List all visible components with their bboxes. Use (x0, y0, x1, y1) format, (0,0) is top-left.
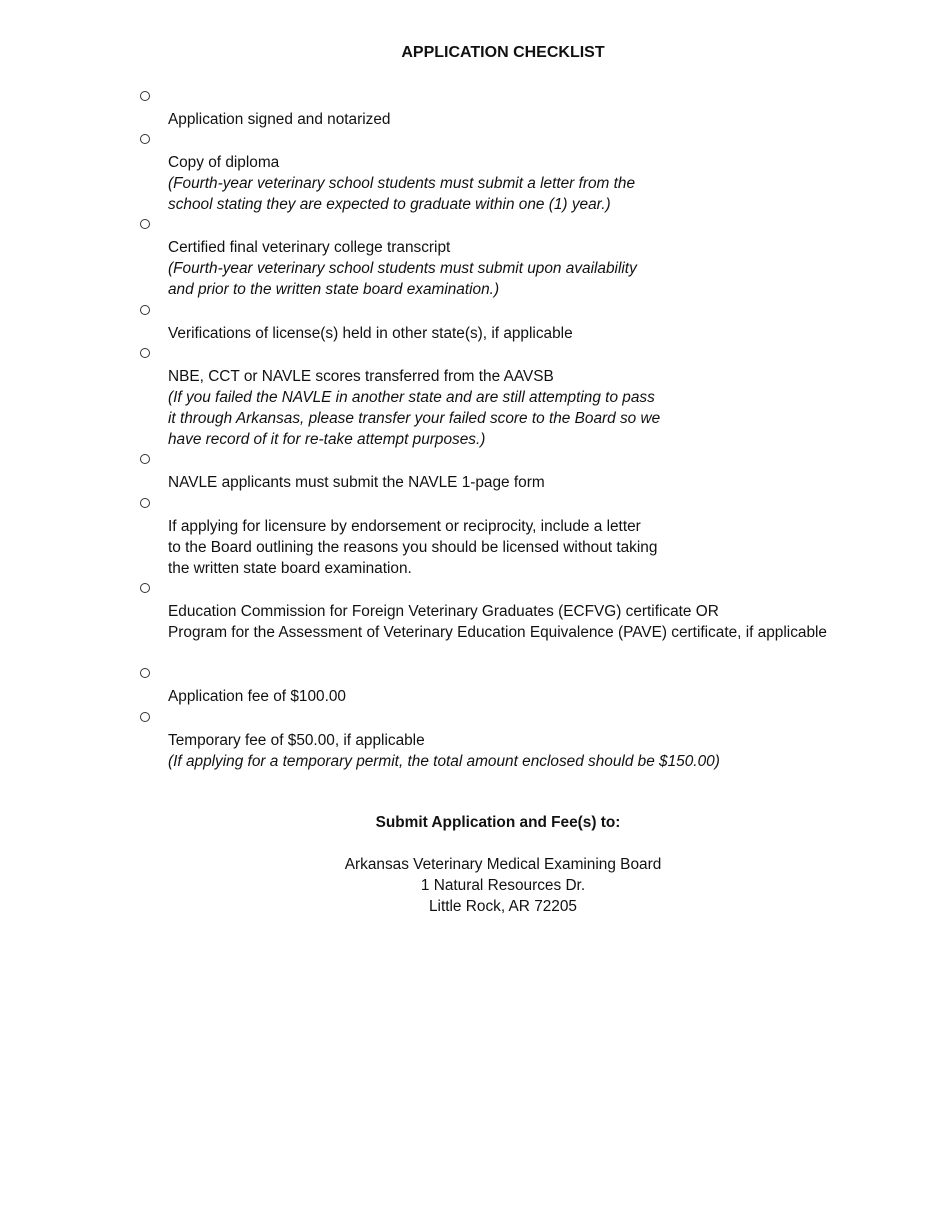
checkbox-circle-icon (140, 134, 150, 144)
checklist-item-label: Certified final veterinary college transcript (168, 239, 451, 256)
checkbox-circle-icon (140, 498, 150, 508)
checkbox-circle-icon (140, 219, 150, 229)
checkbox-circle-icon (140, 454, 150, 464)
checklist-item-label: Application signed and notarized (168, 111, 391, 128)
address-city-state-zip: Little Rock, AR 72205 (428, 898, 577, 915)
checklist-item-note: (If applying for a temporary permit, the total amount enclosed should be $150.00) (168, 753, 720, 770)
checkbox-circle-icon (140, 305, 150, 315)
checklist-item-label: NBE, CCT or NAVLE scores transferred from the AAVSB (168, 368, 554, 385)
address-organization: Arkansas Veterinary Medical Examining Board (344, 856, 662, 873)
checkbox-circle-icon (140, 712, 150, 722)
checklist-item-label: Copy of diploma (168, 154, 280, 171)
submit-heading: Submit Application and Fee(s) to: (375, 814, 621, 831)
checklist-item-note: (If you failed the NAVLE in another state and are still attempting to pass it through Arkansas, please transfer your failed score to the Board so we have record of it for re-take attempt purposes.) (168, 389, 661, 448)
checkbox-circle-icon (140, 348, 150, 358)
checklist-item-note: (Fourth-year veterinary school students must submit upon availability and prior to the written state board examination.) (168, 260, 637, 298)
checklist-item-label: NAVLE applicants must submit the NAVLE 1-page form (168, 474, 545, 491)
checkbox-circle-icon (140, 91, 150, 101)
checklist-item-label: Verifications of license(s) held in other state(s), if applicable (168, 325, 573, 342)
checklist-item-note: (Fourth-year veterinary school students must submit a letter from the school stating they are expected to graduate within one (1) year.) (168, 175, 636, 213)
mailing-address (0, 854, 950, 917)
checkbox-circle-icon (140, 668, 150, 678)
page-title: APPLICATION CHECKLIST (401, 44, 605, 61)
checklist-item-label: If applying for licensure by endorsement or reciprocity, include a letter to the Board outlining the reasons you should be licensed without taking the written state board examination. (168, 518, 658, 577)
checklist-item-label: Application fee of $100.00 (168, 688, 346, 705)
checkbox-circle-icon (140, 583, 150, 593)
address-street: 1 Natural Resources Dr. (420, 877, 586, 894)
checklist-item-label: Education Commission for Foreign Veterinary Graduates (ECFVG) certificate OR Program for the Assessment of Veterinary Education Equivalence (PAVE) certificate, if applicable (168, 603, 827, 641)
checklist-item-label: Temporary fee of $50.00, if applicable (168, 732, 425, 749)
